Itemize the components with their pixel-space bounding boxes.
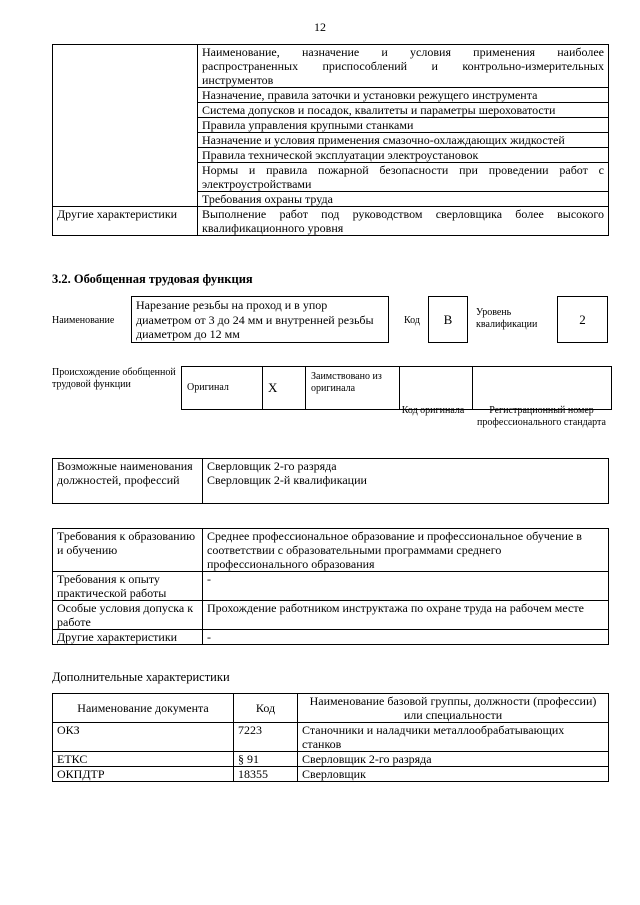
- knowledge-item: Правила управления крупными станками: [198, 118, 609, 133]
- requirement-label: Особые условия допуска к работе: [53, 601, 203, 630]
- job-title: Сверловщик 2-го разряда: [207, 459, 337, 473]
- requirement-label: Требования к опыту практической работы: [53, 572, 203, 601]
- knowledge-table: [52, 44, 609, 236]
- code-cell: 7223: [234, 723, 298, 752]
- column-header: Код: [234, 694, 298, 723]
- level-value: 2: [557, 296, 608, 343]
- reg-number-cell: [473, 367, 612, 410]
- requirement-label: Другие характеристики: [53, 630, 203, 645]
- code-cell: § 91: [234, 752, 298, 767]
- other-characteristics-value: Выполнение работ под руководством сверловщика более высокого квалификационного уровня: [198, 207, 609, 236]
- requirement-value: Прохождение работником инструктажа по охране труда на рабочем месте: [203, 601, 609, 630]
- code-label: Код: [404, 315, 420, 326]
- section-title: 3.2. Обобщенная трудовая функция: [52, 272, 253, 286]
- other-characteristics-label: Другие характеристики: [53, 207, 198, 236]
- original-mark: X: [263, 367, 306, 410]
- additional-table: [52, 693, 609, 782]
- requirement-value: -: [203, 572, 609, 601]
- group-name-cell: Сверловщик: [298, 767, 609, 782]
- table-row: [53, 723, 609, 752]
- requirement-value: Среднее профессиональное образование и профессиональное обучение в соответствии с образовательными программами среднего профессионального образования: [203, 529, 609, 572]
- requirement-label: Требования к образованию и обучению: [53, 529, 203, 572]
- requirement-value: -: [203, 630, 609, 645]
- origin-table: [181, 366, 612, 410]
- code-original-caption: Код оригинала: [401, 405, 465, 416]
- code-original-cell: [400, 367, 473, 410]
- knowledge-item: Требования охраны труда: [198, 192, 609, 207]
- original-label: Оригинал: [182, 367, 263, 410]
- group-name-cell: Сверловщик 2-го разряда: [298, 752, 609, 767]
- code-value: B: [428, 296, 468, 343]
- name-value: Нарезание резьбы на проход и в упор диаметром от 3 до 24 мм и внутренней резьбы диаметром до 12 мм: [131, 296, 389, 343]
- doc-name-cell: ОКПДТР: [53, 767, 234, 782]
- job-title: Сверловщик 2-й квалификации: [207, 473, 367, 487]
- knowledge-label-cell: [53, 45, 198, 207]
- jobs-table: [52, 458, 609, 504]
- knowledge-item: Наименование, назначение и условия применения наиболее распространенных приспособлений и контрольно-измерительных инструментов: [198, 45, 609, 88]
- knowledge-item: Назначение и условия применения смазочно-охлаждающих жидкостей: [198, 133, 609, 148]
- level-label: Уровень квалификации: [476, 307, 538, 330]
- code-cell: 18355: [234, 767, 298, 782]
- jobs-values: [203, 459, 609, 504]
- group-name-cell: Станочники и наладчики металлообрабатывающих станков: [298, 723, 609, 752]
- table-row: [53, 752, 609, 767]
- borrowed-label: Заимствовано из оригинала: [306, 367, 400, 410]
- page-number: 12: [314, 20, 326, 34]
- column-header: Наименование базовой группы, должности (профессии) или специальности: [298, 694, 609, 723]
- doc-name-cell: ЕТКС: [53, 752, 234, 767]
- column-header: Наименование документа: [53, 694, 234, 723]
- knowledge-item: Назначение, правила заточки и установки режущего инструмента: [198, 88, 609, 103]
- reg-number-caption: Регистрационный номер профессионального стандарта: [477, 405, 606, 428]
- knowledge-item: Система допусков и посадок, квалитеты и параметры шероховатости: [198, 103, 609, 118]
- additional-title: Дополнительные характеристики: [52, 670, 230, 684]
- jobs-label: Возможные наименования должностей, профессий: [53, 459, 203, 504]
- name-label: Наименование: [52, 315, 115, 326]
- requirements-table: [52, 528, 609, 645]
- knowledge-item: Нормы и правила пожарной безопасности при проведении работ с электроустройствами: [198, 163, 609, 192]
- table-row: [53, 767, 609, 782]
- doc-name-cell: ОКЗ: [53, 723, 234, 752]
- knowledge-item: Правила технической эксплуатации электроустановок: [198, 148, 609, 163]
- origin-label: Происхождение обобщенной трудовой функции: [52, 367, 176, 390]
